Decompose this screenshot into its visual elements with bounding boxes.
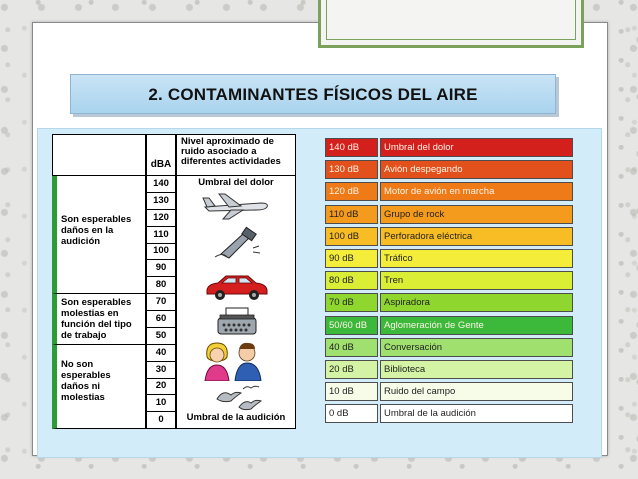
dba-value: 0 — [146, 412, 176, 429]
scale-row — [325, 316, 573, 335]
scale-activity-label: Aspiradora — [380, 293, 573, 312]
scale-db-value: 120 dB — [325, 182, 378, 201]
dba-value: 70 — [146, 294, 176, 311]
scale-row — [325, 249, 573, 268]
scale-row — [325, 360, 573, 379]
dba-value: 10 — [146, 395, 176, 412]
scale-row — [325, 404, 573, 423]
scale-activity-label: Ruido del campo — [380, 382, 573, 401]
scale-db-value: 90 dB — [325, 249, 378, 268]
scale-activity-label: Tren — [380, 271, 573, 290]
header-dba: dBA — [146, 134, 176, 176]
group-danos — [52, 176, 146, 294]
group-molestias-label: Son esperables molestias en función del tipo de trabajo — [61, 297, 132, 341]
dba-value: 80 — [146, 277, 176, 294]
scale-row — [325, 338, 573, 357]
group-no-danos-label: No son esperables daños ni molestias — [61, 359, 111, 403]
scale-db-value: 50/60 dB — [325, 316, 378, 335]
scale-db-value: 100 dB — [325, 227, 378, 246]
dba-value: 40 — [146, 345, 176, 362]
dba-value: 90 — [146, 260, 176, 277]
scale-activity-label: Aglomeración de Gente — [380, 316, 573, 335]
scale-row — [325, 293, 573, 312]
group-no-danos — [52, 345, 146, 429]
scale-activity-label: Umbral de la audición — [380, 404, 573, 423]
scale-activity-label: Perforadora eléctrica — [380, 227, 573, 246]
airplane-icon — [201, 190, 271, 220]
dba-value: 120 — [146, 210, 176, 227]
scale-db-value: 140 dB — [325, 138, 378, 157]
scale-db-value: 110 dB — [325, 205, 378, 224]
scale-activity-label: Conversación — [380, 338, 573, 357]
scale-db-value: 0 dB — [325, 404, 378, 423]
dba-value: 100 — [146, 243, 176, 260]
drill-icon — [213, 226, 263, 260]
scale-row — [325, 382, 573, 401]
people-talking-icon — [201, 339, 267, 381]
umbral-dolor-label: Umbral del dolor — [198, 177, 274, 188]
scale-row — [325, 160, 573, 179]
dba-value: 60 — [146, 311, 176, 328]
activity-images-column — [176, 176, 296, 429]
noise-table — [52, 134, 296, 429]
birds-icon — [213, 383, 263, 413]
header-nivel: Nivel aproximado de ruido asociado a diferentes actividades — [176, 134, 296, 176]
scale-db-value: 80 dB — [325, 271, 378, 290]
scale-db-value: 40 dB — [325, 338, 378, 357]
dba-value: 110 — [146, 227, 176, 244]
scale-row — [325, 205, 573, 224]
slide-title: 2. CONTAMINANTES FÍSICOS DEL AIRE — [148, 85, 478, 104]
scale-db-value: 20 dB — [325, 360, 378, 379]
typewriter-icon — [214, 306, 260, 338]
dba-value: 140 — [146, 176, 176, 193]
scale-row — [325, 271, 573, 290]
dba-value: 50 — [146, 328, 176, 345]
scale-db-value: 130 dB — [325, 160, 378, 179]
scale-db-value: 70 dB — [325, 293, 378, 312]
group-molestias — [52, 294, 146, 345]
scale-activity-label: Motor de avión en marcha — [380, 182, 573, 201]
scale-activity-label: Grupo de rock — [380, 205, 573, 224]
dba-value: 20 — [146, 378, 176, 395]
scale-row — [325, 138, 573, 157]
scale-activity-label: Umbral del dolor — [380, 138, 573, 157]
header-empty-cell — [52, 134, 146, 176]
dba-value: 30 — [146, 362, 176, 379]
group-danos-label: Son esperables daños en la audición — [61, 214, 132, 247]
scale-db-value: 10 dB — [325, 382, 378, 401]
umbral-audicion-label: Umbral de la audición — [186, 412, 286, 423]
scale-row — [325, 227, 573, 246]
top-decorative-frame — [318, 0, 584, 48]
scale-activity-label: Tráfico — [380, 249, 573, 268]
scale-activity-label: Avión despegando — [380, 160, 573, 179]
scale-row — [325, 182, 573, 201]
dba-value: 130 — [146, 193, 176, 210]
car-icon — [204, 272, 270, 302]
title-box — [70, 74, 556, 114]
scale-activity-label: Biblioteca — [380, 360, 573, 379]
